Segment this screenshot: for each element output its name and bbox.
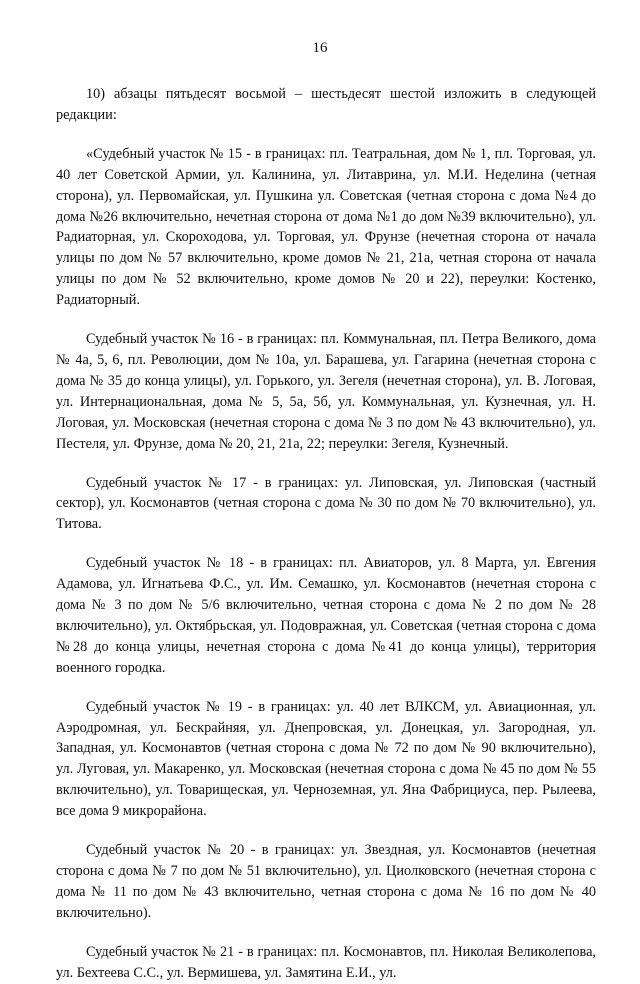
court-district-21-paragraph: Судебный участок № 21 - в границах: пл. Космонавтов, пл. Николая Великолепова, ул. Бехтеева С.С., ул. Вермишева, ул. Замятина Е.И., ул. (56, 943, 596, 981)
amendment-intro-paragraph: 10) абзацы пятьдесят восьмой – шестьдесят шестой изложить в следующей редакции: (56, 86, 596, 123)
paragraph-gap (56, 924, 596, 942)
court-district-20-paragraph: Судебный участок № 20 - в границах: ул. Звездная, ул. Космонавтов (нечетная сторона с дома № 7 по дом № 51 включительно), ул. Циолковского (нечетная сторона с дома № 11 по дом № 43 включительно, четная сторона с дома № 16 по дом № 40 включительно). (56, 842, 596, 921)
court-district-19-paragraph: Судебный участок № 19 - в границах: ул. 40 лет ВЛКСМ, ул. Авиационная, ул. Аэродромная, ул. Бескрайняя, ул. Днепровская, ул. Донецкая, ул. Загородная, ул. Западная, ул. Космонавтов (четная сторона с дома № 72 по дом № 90 включительно), ул. Луговая, ул. Макаренко, ул. Московская (нечетная сторона с дома № 45 по дом № 55 включительно), ул. Товарищеская, ул. Черноземная, ул. Яна Фабрициуса, пер. Рылеева, все дома 9 микрорайона. (56, 698, 596, 820)
paragraph-gap (56, 311, 596, 329)
court-district-16-paragraph: Судебный участок № 16 - в границах: пл. Коммунальная, пл. Петра Великого, дома № 4а, 5, 6, пл. Революции, дом № 10а, ул. Барашева, ул. Гагарина (нечетная сторона с дома № 35 до конца улицы), ул. Горького, ул. Зегеля (нечетная сторона), ул. В. Логовая, ул. Интернациональная, дома № 5, 5а, 5б, ул. Коммунальная, ул. Кузнечная, ул. Н. Логовая, ул. Московская (нечетная сторона с дома № 3 по дом № 43 включительно), ул. Пестеля, ул. Фрунзе, дома № 20, 21, 21а, 22; переулки: Зегеля, Кузнечный. (56, 331, 596, 452)
court-district-17-paragraph: Судебный участок № 17 - в границах: ул. Липовская, ул. Липовская (частный сектор), ул. Космонавтов (четная сторона с дома № 30 по дом № 70 включительно), ул. Титова. (56, 474, 596, 533)
paragraph-gap (56, 535, 596, 553)
paragraph-gap (56, 822, 596, 840)
page-number: 16 (312, 40, 328, 56)
court-district-18-paragraph: Судебный участок № 18 - в границах: пл. Авиаторов, ул. 8 Марта, ул. Евгения Адамова, ул. Игнатьева Ф.С., ул. Им. Семашко, ул. Космонавтов (нечетная сторона с дома № 3 по дом № 5/6 включительно, четная сторона с дома № 2 по дом № 28 включительно), ул. Октябрьская, ул. Подовражная, ул. Советская (четная сторона с дома №28 до конца улицы, нечетная сторона с дома №41 до конца улицы), территория военного городка. (56, 555, 596, 676)
court-district-15-paragraph: «Судебный участок № 15 - в границах: пл. Театральная, дом № 1, пл. Торговая, ул. 40 лет Советской Армии, ул. Калинина, ул. Литаврина, ул. М.И. Неделина (четная сторона), ул. Первомайская, ул. Пушкина ул. Советская (четная сторона с дома №4 до дома №26 включительно, нечетная сторона от дома №1 до дом №39 включительно), ул. Радиаторная, ул. Скороходова, ул. Торговая, ул. Фрунзе (нечетная сторона от начала улицы по дом № 57 включительно, кроме домов № 21, 21а, четная сторона от начала улицы по дом № 52 включительно, кроме домов № 20 и 22), переулки: Костенко, Радиаторный. (56, 145, 596, 309)
paragraph-gap (56, 455, 596, 473)
paragraph-gap (56, 679, 596, 697)
document-body (56, 84, 596, 984)
paragraph-gap (56, 126, 596, 144)
